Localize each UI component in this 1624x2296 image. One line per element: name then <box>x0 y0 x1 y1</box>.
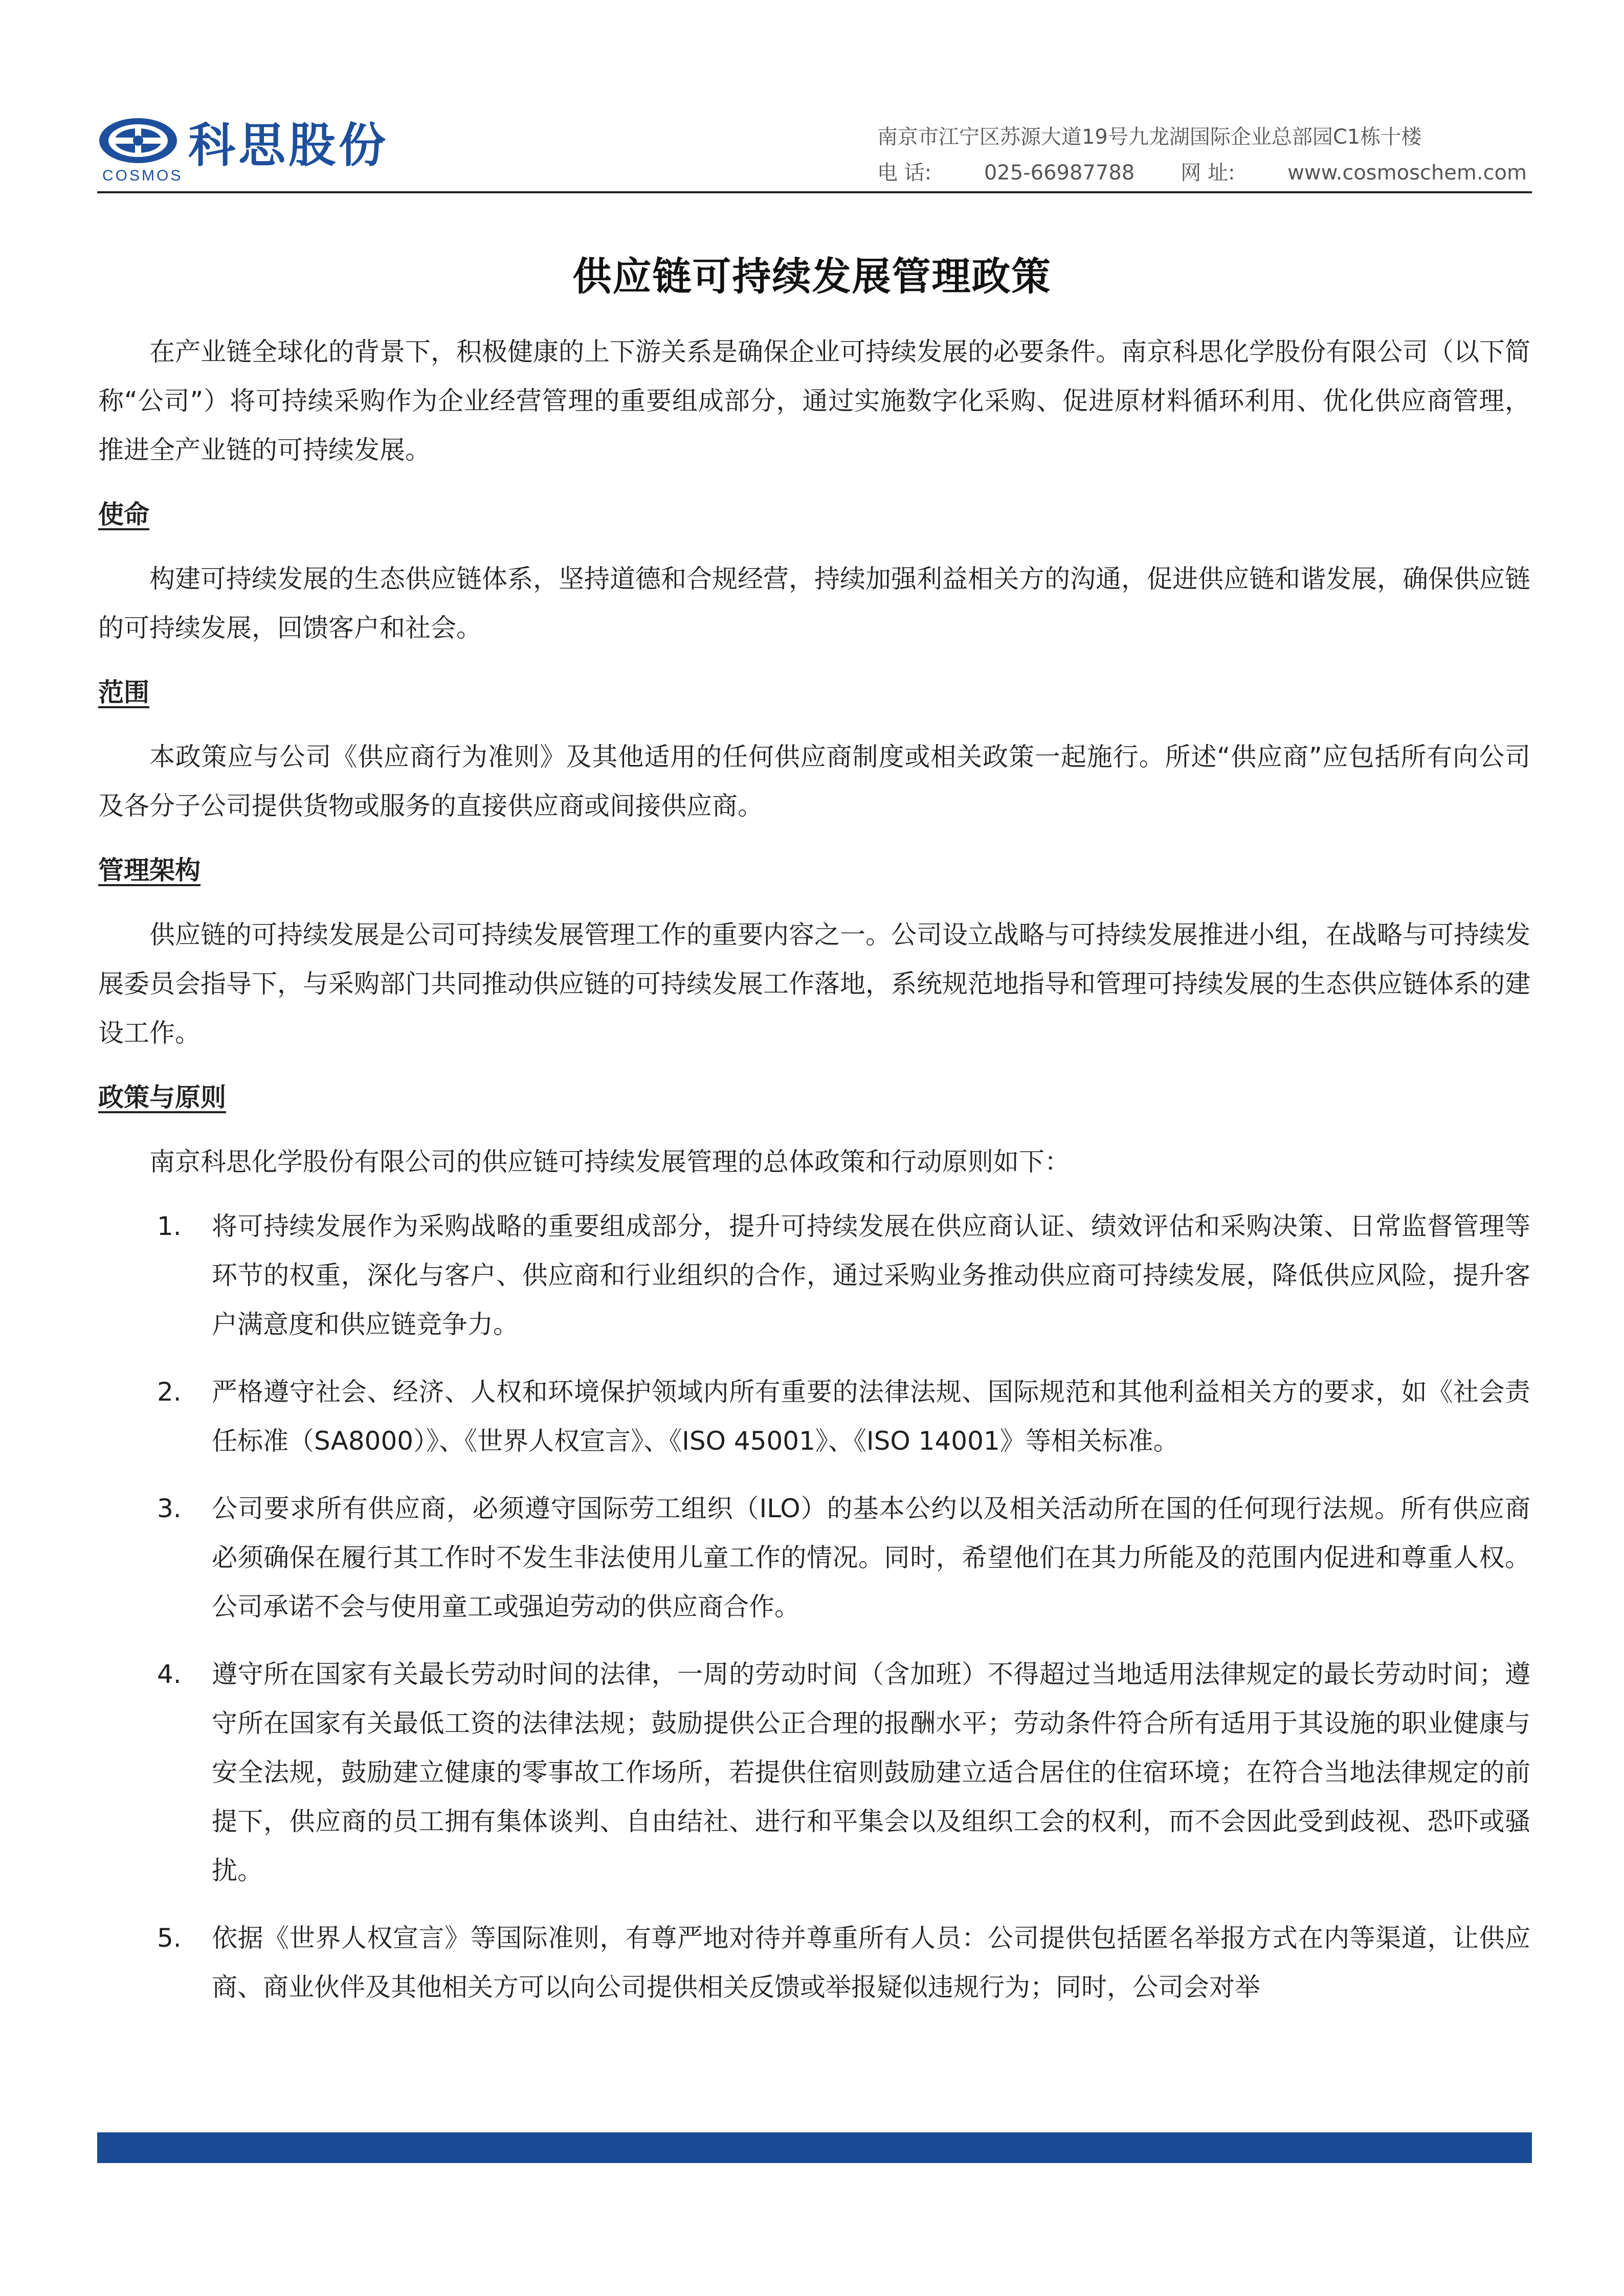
policy-item <box>98 1367 1530 1466</box>
section-body-mission: 构建可持续发展的生态供应链体系，坚持道德和合规经营，持续加强利益相关方的沟通，促进供应链和谐发展，确保供应链的可持续发展，回馈客户和社会。 <box>98 564 1530 643</box>
policy-item <box>98 1914 1530 2012</box>
intro-paragraph: 在产业链全球化的背景下，积极健康的上下游关系是确保企业可持续发展的必要条件。南京科思化学股份有限公司（以下简称“公司”）将可持续采购作为企业经营管理的重要组成部分，通过实施数字化采购、促进原材料循环利用、优化供应商管理，推进全产业链的可持续发展。 <box>98 337 1530 465</box>
policy-item-number: 4. <box>157 1659 182 1689</box>
section-body-governance: 供应链的可持续发展是公司可持续发展管理工作的重要内容之一。公司设立战略与可持续发展推进小组，在战略与可持续发展委员会指导下，与采购部门共同推动供应链的可持续发展工作落地，系统规范地指导和管理可持续发展的生态供应链体系的建设工作。 <box>98 920 1530 1048</box>
policy-item-number: 1. <box>157 1211 182 1241</box>
brand-name: 科思股份 <box>188 118 389 173</box>
section-title-scope: 范围 <box>98 678 149 707</box>
section-title-mission: 使命 <box>98 500 149 529</box>
policy-item <box>98 1202 1530 1349</box>
document-body <box>98 327 1530 2030</box>
contact-line <box>877 155 1527 191</box>
section-title-governance: 管理架构 <box>98 856 201 885</box>
contact-info <box>877 119 1527 191</box>
policy-item-text: 公司要求所有供应商，必须遵守国际劳工组织（ILO）的基本公约以及相关活动所在国的任何现行法规。所有供应商必须确保在履行其工作时不发生非法使用儿童工作的情况。同时，希望他们在其力所能及的范围内促进和尊重人权。公司承诺不会与使用童工或强迫劳动的供应商合作。 <box>212 1494 1530 1622</box>
document-title: 供应链可持续发展管理政策 <box>572 254 1052 299</box>
phone-group <box>877 161 1134 185</box>
policy-item <box>98 1650 1530 1895</box>
footer-bar <box>97 2132 1532 2163</box>
section-title-policy: 政策与原则 <box>98 1083 226 1112</box>
web-group <box>1181 161 1527 185</box>
policy-item-number: 2. <box>157 1377 182 1407</box>
cosmos-logo-icon <box>97 115 179 166</box>
web-label: 网 址: <box>1181 161 1235 185</box>
policy-item-number: 3. <box>157 1494 182 1523</box>
policy-item-text: 严格遵守社会、经济、人权和环境保护领域内所有重要的法律法规、国际规范和其他利益相关方的要求，如《社会责任标准（SA8000）》、《世界人权宣言》、《ISO 45001》、《ISO 14001》等相关标准。 <box>212 1377 1530 1456</box>
header-divider <box>97 191 1532 193</box>
policy-item-text: 遵守所在国家有关最长劳动时间的法律，一周的劳动时间（含加班）不得超过当地适用法律规定的最长劳动时间；遵守所在国家有关最低工资的法律法规；鼓励提供公正合理的报酬水平；劳动条件符合所有适用于其设施的职业健康与安全法规，鼓励建立健康的零事故工作场所，若提供住宿则鼓励建立适合居住的住宿环境；在符合当地法律规定的前提下，供应商的员工拥有集体谈判、自由结社、进行和平集会以及组织工会的权利，而不会因此受到歧视、恐吓或骚扰。 <box>212 1659 1530 1885</box>
section-body-scope: 本政策应与公司《供应商行为准则》及其他适用的任何供应商制度或相关政策一起施行。所述“供应商”应包括所有向公司及各分子公司提供货物或服务的直接供应商或间接供应商。 <box>98 742 1530 821</box>
policy-item-number: 5. <box>157 1923 182 1953</box>
logo-subtitle: COSMOS <box>102 167 183 184</box>
policy-item-text: 将可持续发展作为采购战略的重要组成部分，提升可持续发展在供应商认证、绩效评估和采购决策、日常监督管理等环节的权重，深化与客户、供应商和行业组织的合作，通过采购业务推动供应商可持续发展，降低供应风险，提升客户满意度和供应链竞争力。 <box>212 1211 1530 1339</box>
company-address: 南京市江宁区苏源大道19号九龙湖国际企业总部园C1栋十楼 <box>877 125 1422 149</box>
policy-item-text: 依据《世界人权宣言》等国际准则，有尊严地对待并尊重所有人员：公司提供包括匿名举报方式在内等渠道，让供应商、商业伙伴及其他相关方可以向公司提供相关反馈或举报疑似违规行为；同时，公司会对举 <box>212 1923 1530 2002</box>
phone-number: 025-66987788 <box>984 161 1135 185</box>
policy-intro: 南京科思化学股份有限公司的供应链可持续发展管理的总体政策和行动原则如下： <box>149 1147 1070 1177</box>
letterhead <box>97 110 1527 194</box>
phone-label: 电 话: <box>877 161 932 185</box>
website-link[interactable]: www.cosmoschem.com <box>1287 161 1527 185</box>
company-logo <box>97 115 506 192</box>
policy-item <box>98 1484 1530 1631</box>
policy-list <box>98 1202 1530 2012</box>
